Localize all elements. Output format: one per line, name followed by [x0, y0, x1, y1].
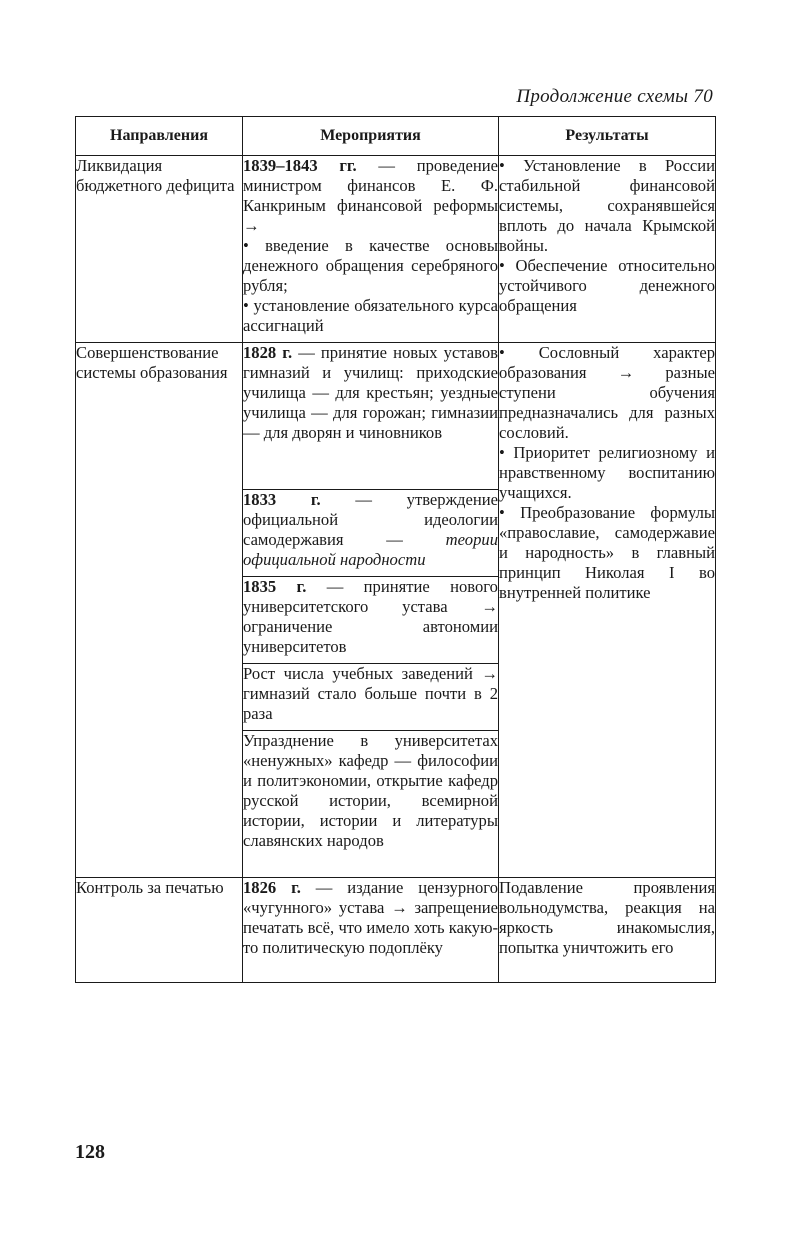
header-row [76, 117, 716, 156]
measure-bullet: • установление обязательного курса ассигнаций [243, 296, 498, 335]
measure-text: — издание цензурного «чугунного» устава → запрещение печатать всё, что имело хоть какую-то политическую подоплёку [243, 878, 498, 957]
measures-cell [243, 490, 499, 577]
table-row [76, 343, 716, 490]
measure-year: 1833 г. [243, 490, 321, 509]
results-cell [499, 878, 716, 983]
direction-text: Совершенствование системы образования [76, 343, 228, 382]
measures-cell [243, 343, 499, 490]
measures-cell [243, 731, 499, 878]
measure-year: 1826 г. [243, 878, 301, 897]
page-number: 128 [75, 1141, 105, 1163]
scheme-table [75, 116, 716, 983]
measures-cell [243, 577, 499, 664]
results-cell [499, 156, 716, 343]
direction-cell [76, 343, 243, 878]
result-item: Подавление проявления вольнодумства, реакция на яркость инакомыслия, попытка уничтожить его [499, 878, 715, 957]
measures-cell [243, 156, 499, 343]
measure-bullet: • введение в качестве основы денежного обращения серебряного рубля; [243, 236, 498, 295]
measure-text: — принятие новых уставов гимназий и училищ: приходские училища — для крестьян; уездные училища — для горожан; гимназии — для дворян и чиновников [243, 343, 498, 442]
header-measures: Мероприятия [243, 117, 499, 156]
measure-year: 1835 г. [243, 577, 307, 596]
direction-text: Ликвидация бюджетного дефицита [76, 156, 235, 195]
measures-cell [243, 664, 499, 731]
header-results: Результаты [499, 117, 716, 156]
direction-cell [76, 878, 243, 983]
result-item: • Установление в России стабильной финансовой системы, сохранявшейся вплоть до начала Крымской войны. [499, 156, 715, 255]
measure-year: 1839–1843 гг. [243, 156, 357, 175]
table-row [76, 156, 716, 343]
direction-text: Контроль за печатью [76, 878, 224, 897]
result-item: • Приоритет религиозному и нравственному воспитанию учащихся. [499, 443, 715, 502]
measure-text: — проведение министром финансов Е. Ф. Канкриным финансовой реформы → [243, 156, 498, 235]
result-item: • Сословный характер образования → разные ступени обучения предназначались для разных сословий. [499, 343, 715, 442]
result-item: • Обеспечение относительно устойчивого денежного обращения [499, 256, 715, 315]
results-cell [499, 343, 716, 878]
table-row [76, 878, 716, 983]
measure-text: — утверждение официальной идеологии самодержавия — [243, 490, 498, 549]
measure-text: — принятие нового университетского устава → ограничение автономии университетов [243, 577, 498, 656]
direction-cell [76, 156, 243, 343]
measure-text: Упразднение в университетах «ненужных» кафедр — философии и политэкономии, открытие кафедр русской истории, всемирной истории, истории и литературы славянских народов [243, 731, 498, 850]
measure-italic: теории официальной народности [243, 530, 498, 569]
measures-cell [243, 878, 499, 983]
measure-text: Рост числа учебных заведений → гимназий стало больше почти в 2 раза [243, 664, 498, 723]
header-directions: Направления [76, 117, 243, 156]
result-item: • Преобразование формулы «православие, самодержавие и народность» в главный принцип Николая I во внутренней политике [499, 503, 715, 602]
scheme-caption: Продолжение схемы 70 [516, 86, 713, 107]
measure-year: 1828 г. [243, 343, 293, 362]
